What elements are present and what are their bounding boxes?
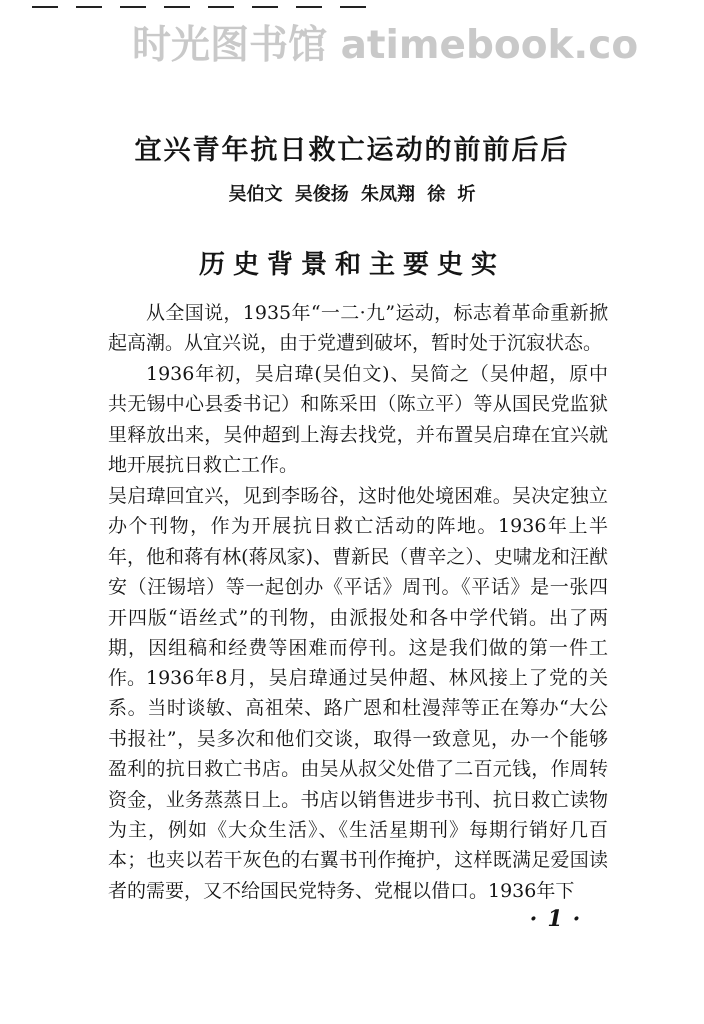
paragraph-3: 吴启瑋回宜兴，见到李旸谷，这时他处境困难。吴决定独立办个刊物，作为开展抗日救亡活动的阵地。1936年上半年，他和蒋有林(蒋凤家)、曹新民（曹辛之）、史啸龙和汪猷安（汪锡培）等一起创办《平话》周刊。《平话》是一张四开四版“语丝式”的刊物，由派报处和各中学代销。出了两期，因组稿和经费等困难而停刊。这是我们做的第一件工作。 — [108, 485, 608, 690]
watermark: 时光图书馆 atimebook.co — [132, 23, 639, 68]
section-heading: 历史背景和主要史实 — [198, 250, 505, 280]
paragraph-1: 从全国说，1935年“一二·九”运动，标志着革命重新掀起高潮。从宜兴说，由于党遭到破坏，暂时处于沉寂状态。 — [108, 302, 608, 355]
author-list: 吴伯文 吴俊扬 朱凤翔 徐 圻 — [228, 184, 476, 205]
paragraph-2: 1936年初，吴启瑋(吴伯文)、吴简之（吴仲超，原中共无锡中心县委书记）和陈采田（陈立平）等从国民党监狱里释放出来，吴仲超到上海去找党，并布置吴启瑋在宜兴就地开展抗日救亡工作。 — [108, 363, 608, 477]
article-title: 宜兴青年抗日救亡运动的前前后后 — [134, 135, 570, 166]
paragraph-4: 1936年8月，吴启瑋通过吴仲超、林风接上了党的关系。当时谈敏、高祖荣、路广恩和杜漫萍等正在筹办“大公书报社”，吴多次和他们交谈，取得一致意见，办一个能够盈利的抗日救亡书店。由吴从叔父处借了二百元钱，作周转资金，业务蒸蒸日上。书店以销售进步书刊、抗日救亡读物为主，例如《大众生活》、《生活星期刊》每期行销好几百本；也夹以若干灰色的右翼书刊作掩护，这样既满足爱国读者的需要，又不给国民党特务、党棍以借口。1936年下 — [108, 667, 608, 902]
page-number-value: 1 — [547, 906, 573, 932]
page-number: ·1· — [529, 906, 591, 932]
